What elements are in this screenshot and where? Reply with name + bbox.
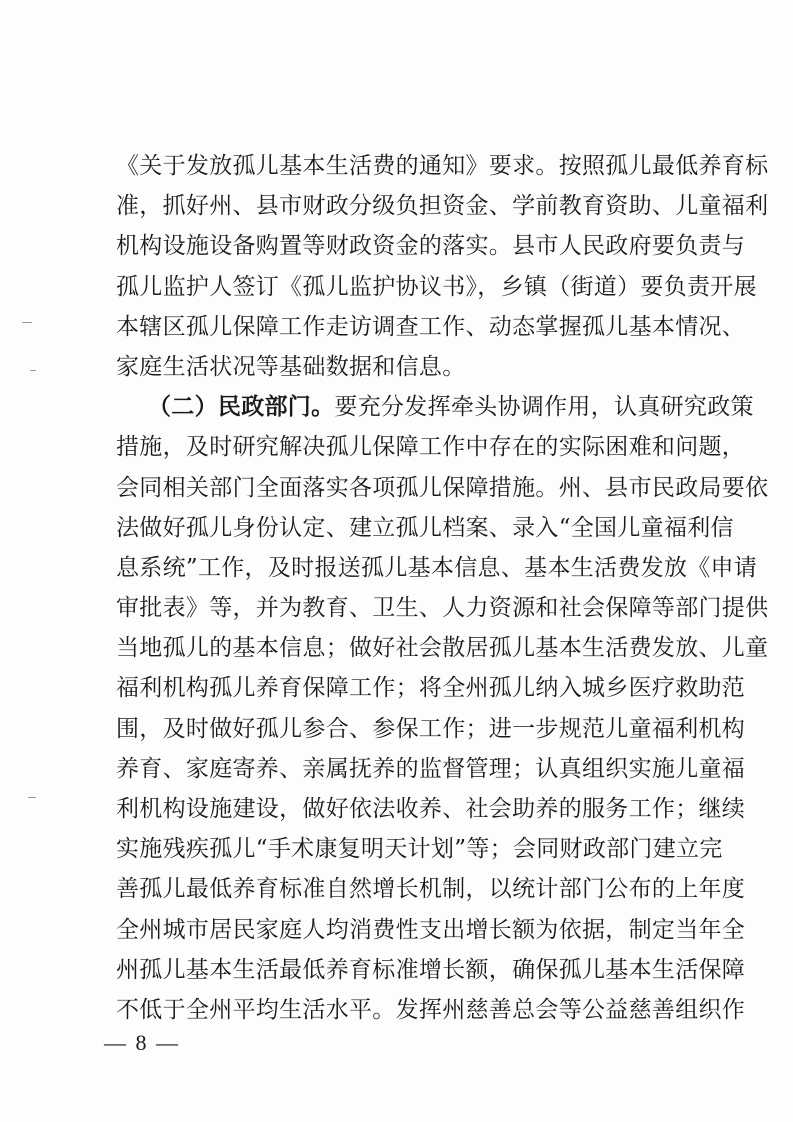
- text-line: 实施残疾孤儿“手术康复明天计划”等；会同财政部门建立完: [116, 836, 723, 863]
- text-line: 法做好孤儿身份认定、建立孤儿档案、录入“全国儿童福利信: [116, 514, 734, 541]
- text-line: 全州城市居民家庭人均消费性支出增长额为依据，制定当年全: [116, 916, 746, 943]
- text-line: 措施，及时研究解决孤儿保障工作中存在的实际困难和问题，: [116, 434, 746, 461]
- text-line: 善孤儿最低养育标准自然增长机制，以统计部门公布的上年度: [116, 876, 746, 903]
- text-line: 《关于发放孤儿基本生活费的通知》要求。按照孤儿最低养育标: [116, 153, 769, 179]
- text-line: 不低于全州平均生活水平。发挥州慈善总会等公益慈善组织作: [116, 996, 746, 1023]
- text-line: 准，抓好州、县市财政分级负担资金、学前教育资助、儿童福利: [116, 193, 769, 220]
- text-line: 当地孤儿的基本信息；做好社会散居孤儿基本生活费发放、儿童: [116, 635, 769, 662]
- scan-mark: [22, 322, 32, 323]
- text-line: 本辖区孤儿保障工作走访调查工作、动态掌握孤儿基本情况、: [116, 313, 746, 340]
- text-line: 养育、家庭寄养、亲属抚养的监督管理；认真组织实施儿童福: [116, 755, 746, 782]
- text-line: 利机构设施建设，做好依法收养、社会助养的服务工作；继续: [116, 796, 746, 822]
- text-line: 审批表》等，并为教育、卫生、人力资源和社会保障等部门提供: [116, 595, 769, 622]
- text-line: 家庭生活状况等基础数据和信息。: [116, 353, 466, 380]
- text-line: 机构设施设备购置等财政资金的落实。县市人民政府要负责与: [116, 233, 746, 260]
- section-first-line-text: 要充分发挥牵头协调作用，认真研究政策: [334, 394, 754, 421]
- scan-mark: [30, 370, 36, 371]
- section-first-line: [116, 387, 754, 427]
- page-number: — 8 —: [104, 1030, 180, 1055]
- text-line: 会同相关部门全面落实各项孤儿保障措施。州、县市民政局要依: [116, 474, 769, 501]
- text-line: 州孤儿基本生活最低养育标准增长额，确保孤儿基本生活保障: [116, 956, 746, 983]
- text-line: 孤儿监护人签订《孤儿监护协议书》，乡镇（街道）要负责开展: [116, 273, 757, 300]
- text-line: 围，及时做好孤儿参合、参保工作；进一步规范儿童福利机构: [116, 715, 746, 742]
- scan-mark: [28, 797, 36, 798]
- text-line: 福利机构孤儿养育保障工作；将全州孤儿纳入城乡医疗救助范: [116, 675, 746, 702]
- text-line: 息系统”工作，及时报送孤儿基本信息、基本生活费发放《申请: [116, 554, 758, 581]
- section-heading: （二）民政部门。: [148, 393, 335, 421]
- body-text: [116, 146, 769, 1030]
